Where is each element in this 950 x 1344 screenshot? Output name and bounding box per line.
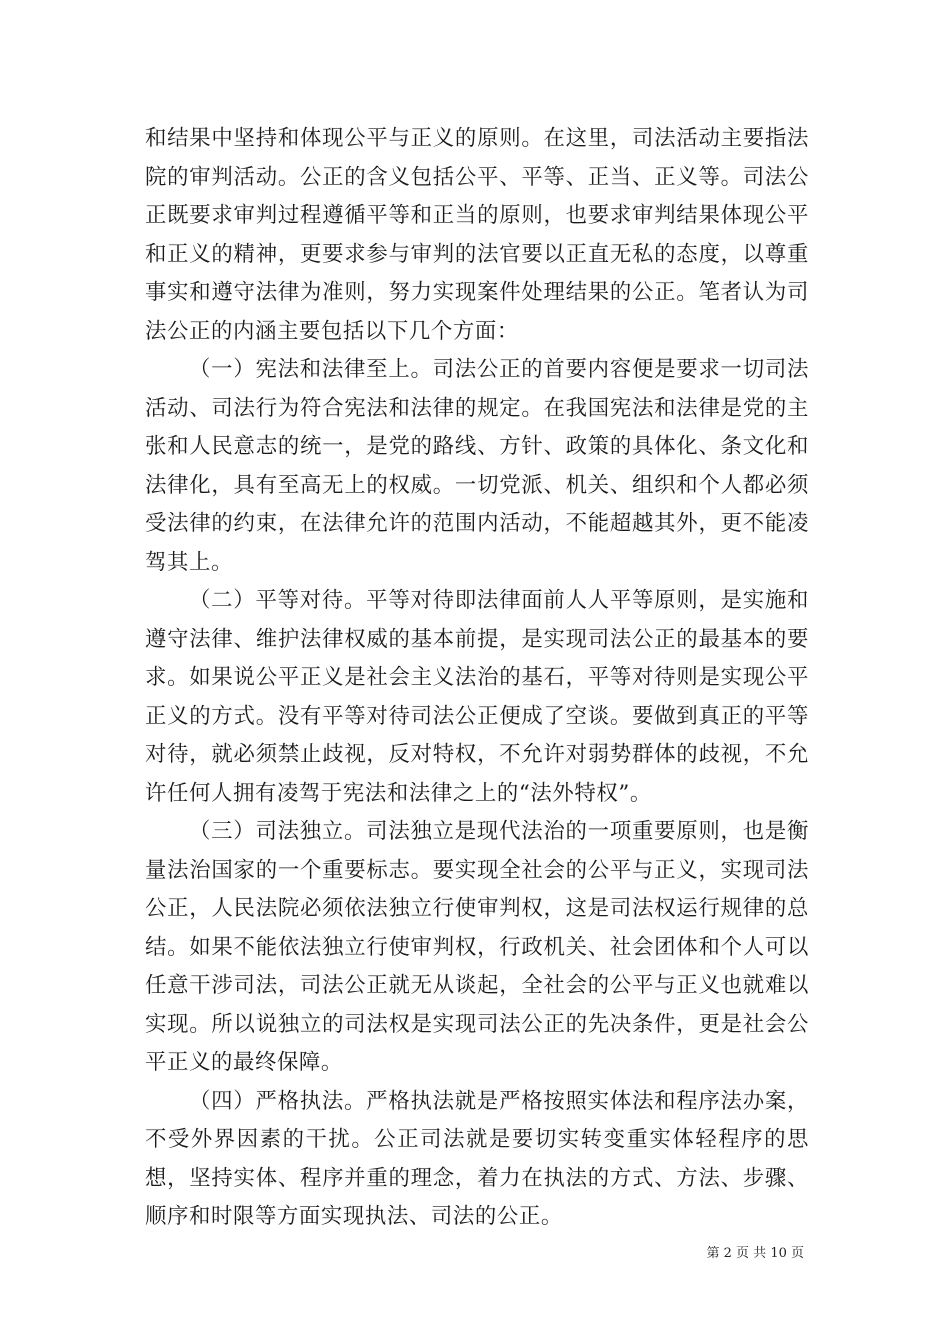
- paragraph-constitution-supremacy: （一）宪法和法律至上。司法公正的首要内容便是要求一切司法活动、司法行为符合宪法和法律的规定。在我国宪法和法律是党的主张和人民意志的统一，是党的路线、方针、政策的具体化、条文化和法律化，具有至高无上的权威。一切党派、机关、组织和个人都必须受法律的约束，在法律允许的范围内活动，不能超越其外，更不能凌驾其上。: [145, 357, 809, 575]
- document-body: [145, 120, 809, 1237]
- paragraph-equal-treatment: （二）平等对待。平等对待即法律面前人人平等原则，是实施和遵守法律、维护法律权威的基本前提，是实现司法公正的最基本的要求。如果说公平正义是社会主义法治的基石，平等对待则是实现公平正义的方式。没有平等对待司法公正便成了空谈。要做到真正的平等对待，就必须禁止歧视，反对特权，不允许对弱势群体的歧视，不允许任何人拥有凌驾于宪法和法律之上的“法外特权”。: [145, 588, 809, 806]
- page-number-footer: 第 2 页 共 10 页: [706, 1246, 804, 1261]
- paragraph-strict-enforcement: （四）严格执法。严格执法就是严格按照实体法和程序法办案，不受外界因素的干扰。公正司法就是要切实转变重实体轻程序的思想，坚持实体、程序并重的理念，着力在执法的方式、方法、步骤、顺序和时限等方面实现执法、司法的公正。: [145, 1088, 809, 1229]
- paragraph-judicial-independence: （三）司法独立。司法独立是现代法治的一项重要原则，也是衡量法治国家的一个重要标志。要实现全社会的公平与正义，实现司法公正，人民法院必须依法独立行使审判权，这是司法权运行规律的总结。如果不能依法独立行使审判权，行政机关、社会团体和个人可以任意干涉司法，司法公正就无从谈起，全社会的公平与正义也就难以实现。所以说独立的司法权是实现司法公正的先决条件，更是社会公平正义的最终保障。: [145, 819, 809, 1075]
- paragraph-intro-continuation: 和结果中坚持和体现公平与正义的原则。在这里，司法活动主要指法院的审判活动。公正的含义包括公平、平等、正当、正义等。司法公正既要求审判过程遵循平等和正当的原则，也要求审判结果体现公平和正义的精神，更要求参与审判的法官要以正直无私的态度，以尊重事实和遵守法律为准则，努力实现案件处理结果的公正。笔者认为司法公正的内涵主要包括以下几个方面：: [145, 126, 809, 344]
